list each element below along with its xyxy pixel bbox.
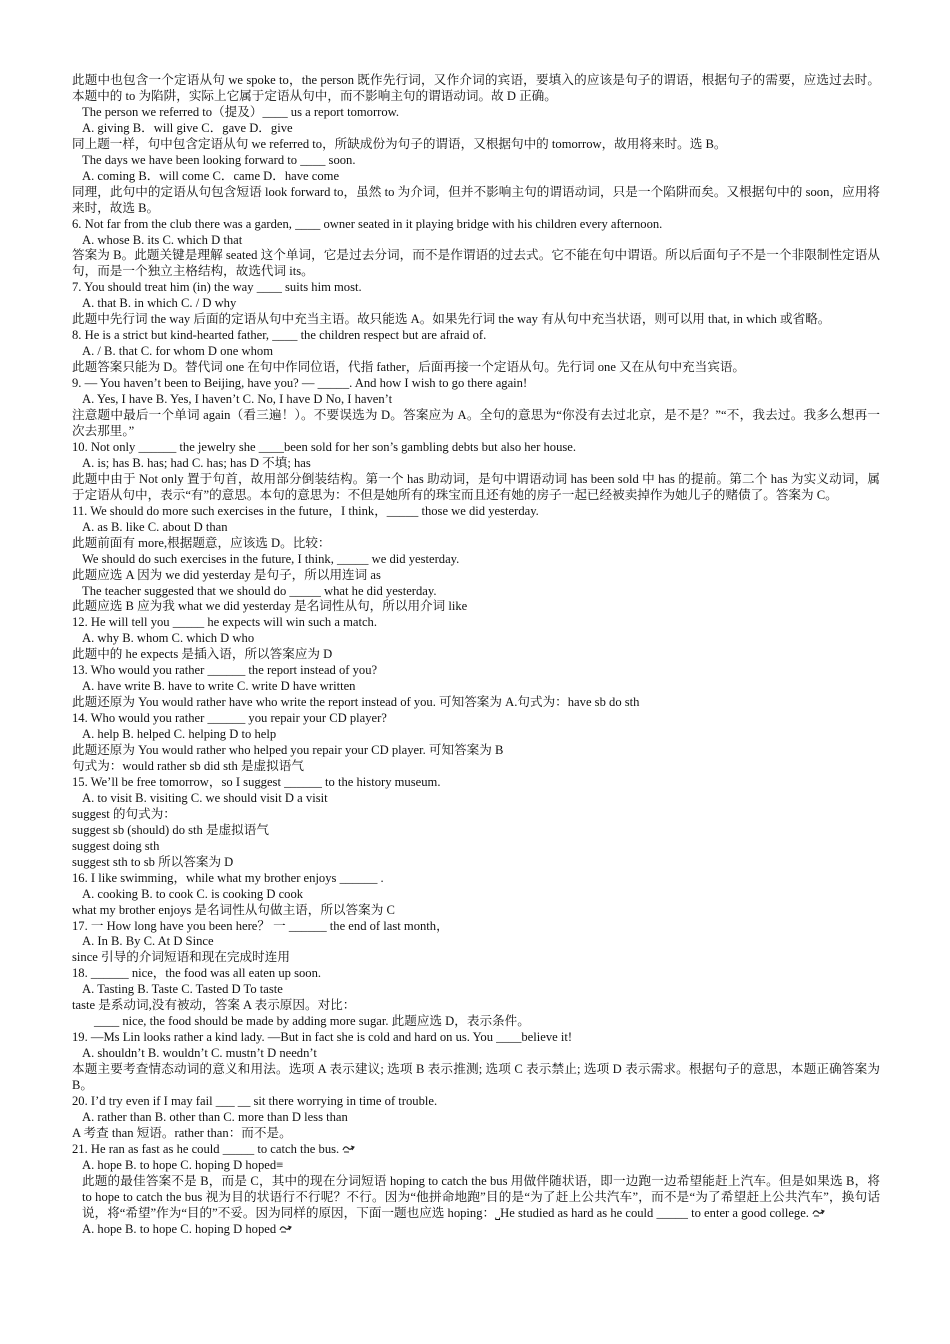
text-line	[72, 472, 880, 504]
text-line	[72, 599, 880, 615]
link-mark-icon	[342, 1144, 356, 1154]
line-text: 本题主要考查情态动词的意义和用法。选项 A 表示建议; 选项 B 表示推测; 选项 C 表示禁止; 选项 D 表示需求。根据句子的意思，本题正确答案为 B。	[72, 1062, 880, 1093]
text-line	[72, 759, 880, 775]
text-line	[72, 504, 880, 520]
line-text: suggest sth to sb 所以答案为 D	[72, 854, 234, 869]
line-text: A. Yes, I have B. Yes, I haven’t C. No, I have D No, I haven’t	[82, 392, 393, 407]
line-text: A. that B. in which C. / D why	[82, 296, 237, 311]
line-text: 13. Who would you rather ______ the report instead of you?	[72, 663, 378, 678]
line-text: A. In B. By C. At D Since	[82, 934, 214, 949]
text-line	[72, 982, 880, 998]
text-line	[72, 73, 880, 105]
text-line	[72, 934, 880, 950]
text-line	[72, 233, 880, 249]
line-text: 18. ______ nice，the food was all eaten up soon.	[72, 966, 322, 981]
text-line	[72, 280, 880, 296]
line-text: 此题的最佳答案不是 B，而是 C，其中的现在分词短语 hoping to catch the bus 用做伴随状语，即一边跑一边希望能赶上汽车。但是如果选 B，将 to hope to catch the bus 视为目的状语行不行呢？不行。因为“他拼命地跑”目的是“为了赶上公共汽车”，而不是“为了希望赶上公共汽车”，换句话说，将“希望”作为“目的”不妥。因为同样的原因，下面一题也应选 hoping：⎵He studied as hard as he could _____ to enter a good college.	[82, 1173, 880, 1220]
text-line	[72, 807, 880, 823]
line-text: A. to visit B. visiting C. we should visit D a visit	[82, 790, 328, 805]
line-text: A. is; has B. has; had C. has; has D 不填; has	[82, 455, 311, 470]
text-line	[72, 312, 880, 328]
text-line	[72, 887, 880, 903]
text-line	[72, 185, 880, 217]
text-line	[72, 1062, 880, 1094]
line-text: 17. 一 How long have you been here？ 一 ______ the end of last month，	[72, 918, 449, 933]
line-text: A. have write B. have to write C. write D have written	[82, 679, 356, 694]
line-text: A. giving B．will give C．gave D．give	[82, 120, 293, 135]
text-line	[72, 711, 880, 727]
line-text: 此题中先行词 the way 后面的定语从句中充当主语。故只能选 A。如果先行词 the way 有从句中充当状语，则可以用 that, in which 或省略。	[72, 312, 831, 327]
text-line	[72, 296, 880, 312]
line-text: 20. I’d try even if I may fail ___ __ sit there worrying in time of trouble.	[72, 1094, 438, 1108]
line-text: 10. Not only ______ the jewelry she ____been sold for her son’s gambling debts but also her house.	[72, 439, 577, 454]
text-line	[72, 376, 880, 392]
line-text: 此题应选 A 因为 we did yesterday 是句子，所以用连词 as	[72, 567, 381, 582]
text-line	[72, 248, 880, 280]
text-line	[72, 1094, 880, 1110]
text-line	[72, 903, 880, 919]
text-line	[72, 137, 880, 153]
line-text: A. shouldn’t B. wouldn’t C. mustn’t D needn’t	[82, 1046, 317, 1061]
text-line	[72, 919, 880, 935]
line-text: We should do such exercises in the future, I think, _____ we did yesterday.	[82, 551, 460, 566]
text-line	[72, 1030, 880, 1046]
line-text: A. / B. that C. for whom D one whom	[82, 344, 273, 359]
document-body	[72, 73, 880, 1238]
text-line	[72, 663, 880, 679]
text-line	[72, 1222, 880, 1238]
line-text: The person we referred to（提及）____ us a report tomorrow.	[82, 104, 400, 119]
text-line	[72, 584, 880, 600]
link-mark-icon	[812, 1208, 826, 1218]
line-text: 同上题一样，句中包含定语从句 we referred to，所缺成份为句子的谓语，又根据句中的 tomorrow，故用将来时。选 B。	[72, 136, 727, 151]
text-line	[72, 950, 880, 966]
line-text: 6. Not far from the club there was a garden, ____ owner seated in it playing bridge with his children every afternoon.	[72, 216, 663, 231]
text-line	[72, 169, 880, 185]
line-text: since 引导的介词短语和现在完成时连用	[72, 950, 290, 965]
text-line	[72, 105, 880, 121]
text-line	[72, 568, 880, 584]
text-line	[72, 536, 880, 552]
line-text: A. hope B. to hope C. hoping D hoped≡	[82, 1157, 284, 1172]
text-line	[72, 615, 880, 631]
text-line	[72, 1174, 880, 1222]
line-text: 此题中的 he expects 是插入语，所以答案应为 D	[72, 647, 333, 662]
text-line	[72, 775, 880, 791]
line-text: suggest doing sth	[72, 838, 160, 853]
line-text: 同理，此句中的定语从句包含短语 look forward to，虽然 to 为介词，但并不影响主句的谓语动词，只是一个陷阱而矣。又根据句中的 soon，应用将来时，故选 B。	[72, 184, 880, 215]
text-line	[72, 871, 880, 887]
text-line	[72, 855, 880, 871]
line-text: what my brother enjoys 是名词性从句做主语，所以答案为 C	[72, 902, 395, 917]
line-text: A 考查 than 短语。rather than：而不是。	[72, 1125, 292, 1140]
text-line	[72, 520, 880, 536]
line-text: A. hope B. to hope C. hoping D hoped	[82, 1221, 277, 1236]
line-text: A. rather than B. other than C. more than D less than	[82, 1109, 348, 1124]
line-text: 此题前面有 more,根据题意，应该选 D。比较：	[72, 535, 331, 550]
line-text: 此题中由于 Not only 置于句首，故用部分倒装结构。第一个 has 助动词，是句中谓语动词 has been sold 中 has 的提前。第二个 has 为实义动词，属于定语从句中，表示“有”的意思。本句的意思为：不但是她所有的珠宝而且还有她的房子一起已经被卖掉作为她儿子的赌债了。答案为 C。	[72, 471, 880, 502]
text-line	[72, 1126, 880, 1142]
text-line	[72, 998, 880, 1014]
line-text: 9. — You haven’t been to Beijing, have you? — _____. And how I wish to go there again!	[72, 376, 528, 391]
text-line	[72, 1158, 880, 1174]
text-line	[72, 408, 880, 440]
text-line	[72, 1142, 880, 1158]
line-text: 答案为 B。此题关键是理解 seated 这个单词，它是过去分词，而不是作谓语的过去式。它不能在句中谓语。所以后面句子不是一个非限制性定语从句，而是一个独立主格结构，故选代词 its。	[72, 248, 880, 279]
text-line	[72, 392, 880, 408]
line-text: 11. We should do more such exercises in the future，I think，_____ those we did yesterday.	[72, 503, 539, 518]
line-text: A. coming B．will come C．came D．have come	[82, 168, 340, 183]
text-line	[72, 743, 880, 759]
line-text: A. as B. like C. about D than	[82, 519, 228, 534]
line-text: The teacher suggested that we should do _____ what he did yesterday.	[82, 583, 437, 598]
line-text: A. help B. helped C. helping D to help	[82, 727, 277, 742]
text-line	[72, 1110, 880, 1126]
text-line	[72, 695, 880, 711]
line-text: 19. —Ms Lin looks rather a kind lady. —But in fact she is cold and hard on us. You ____believe it!	[72, 1030, 573, 1045]
line-text: 12. He will tell you _____ he expects will win such a match.	[72, 615, 377, 630]
text-line	[72, 679, 880, 695]
line-text: 21. He ran as fast as he could _____ to catch the bus.	[72, 1141, 340, 1156]
text-line	[72, 153, 880, 169]
line-text: 7. You should treat him (in) the way ____ suits him most.	[72, 280, 362, 295]
line-text: The days we have been looking forward to ____ soon.	[82, 152, 356, 167]
line-text: A. cooking B. to cook C. is cooking D cook	[82, 886, 304, 901]
text-line	[72, 1046, 880, 1062]
line-text: 8. He is a strict but kind-hearted father, ____ the children respect but are afraid of.	[72, 328, 487, 343]
line-text: ____ nice, the food should be made by adding more sugar. 此题应选 D，表示条件。	[94, 1014, 530, 1029]
line-text: 此题应选 B 应为我 what we did yesterday 是名词性从句，所以用介词 like	[72, 599, 468, 614]
text-line	[72, 791, 880, 807]
line-text: suggest sb (should) do sth 是虚拟语气	[72, 822, 269, 837]
line-text: A. Tasting B. Taste C. Tasted D To taste	[82, 982, 283, 997]
text-line	[72, 727, 880, 743]
text-line	[72, 839, 880, 855]
text-line	[72, 823, 880, 839]
text-line	[72, 360, 880, 376]
line-text: 句式为：would rather sb did sth 是虚拟语气	[72, 758, 304, 773]
line-text: suggest 的句式为：	[72, 806, 176, 821]
text-line	[72, 328, 880, 344]
line-text: A. why B. whom C. which D who	[82, 631, 255, 646]
line-text: 15. We’ll be free tomorrow，so I suggest ______ to the history museum.	[72, 774, 441, 789]
link-mark-icon	[279, 1224, 293, 1234]
line-text: 注意题中最后一个单词 again（看三遍！）。不要误选为 D。答案应为 A。全句的意思为“你没有去过北京，是不是？”“不，我去过。我多么想再一次去那里。”	[72, 408, 880, 438]
line-text: taste 是系动词,没有被动，答案 A 表示原因。对比：	[72, 998, 356, 1013]
line-text: 此题还原为 You would rather who helped you repair your CD player. 可知答案为 B	[72, 743, 504, 758]
text-line	[72, 966, 880, 982]
text-line	[72, 552, 880, 568]
text-line	[72, 217, 880, 233]
text-line	[72, 647, 880, 663]
line-text: 此题中也包含一个定语从句 we spoke to，the person 既作先行词，又作介词的宾语，要填入的应该是句子的谓语，根据句子的需要，应选过去时。本题中的 to 为陷阱，实际上它属于定语从句中，而不影响主句的谓语动词。故 D 正确。	[72, 73, 880, 103]
line-text: 此题还原为 You would rather have who write the report instead of you. 可知答案为 A.句式为：have sb do sth	[72, 695, 640, 710]
text-line	[72, 121, 880, 137]
text-line	[72, 631, 880, 647]
text-line	[72, 1014, 880, 1030]
line-text: 此题答案只能为 D。替代词 one 在句中作同位语，代指 father，后面再接一个定语从句。先行词 one 又在从句中充当宾语。	[72, 360, 746, 375]
text-line	[72, 344, 880, 360]
text-line	[72, 456, 880, 472]
line-text: 14. Who would you rather ______ you repair your CD player?	[72, 711, 387, 726]
line-text: A. whose B. its C. which D that	[82, 232, 243, 247]
text-line	[72, 440, 880, 456]
line-text: 16. I like swimming，while what my brother enjoys ______ .	[72, 870, 384, 885]
